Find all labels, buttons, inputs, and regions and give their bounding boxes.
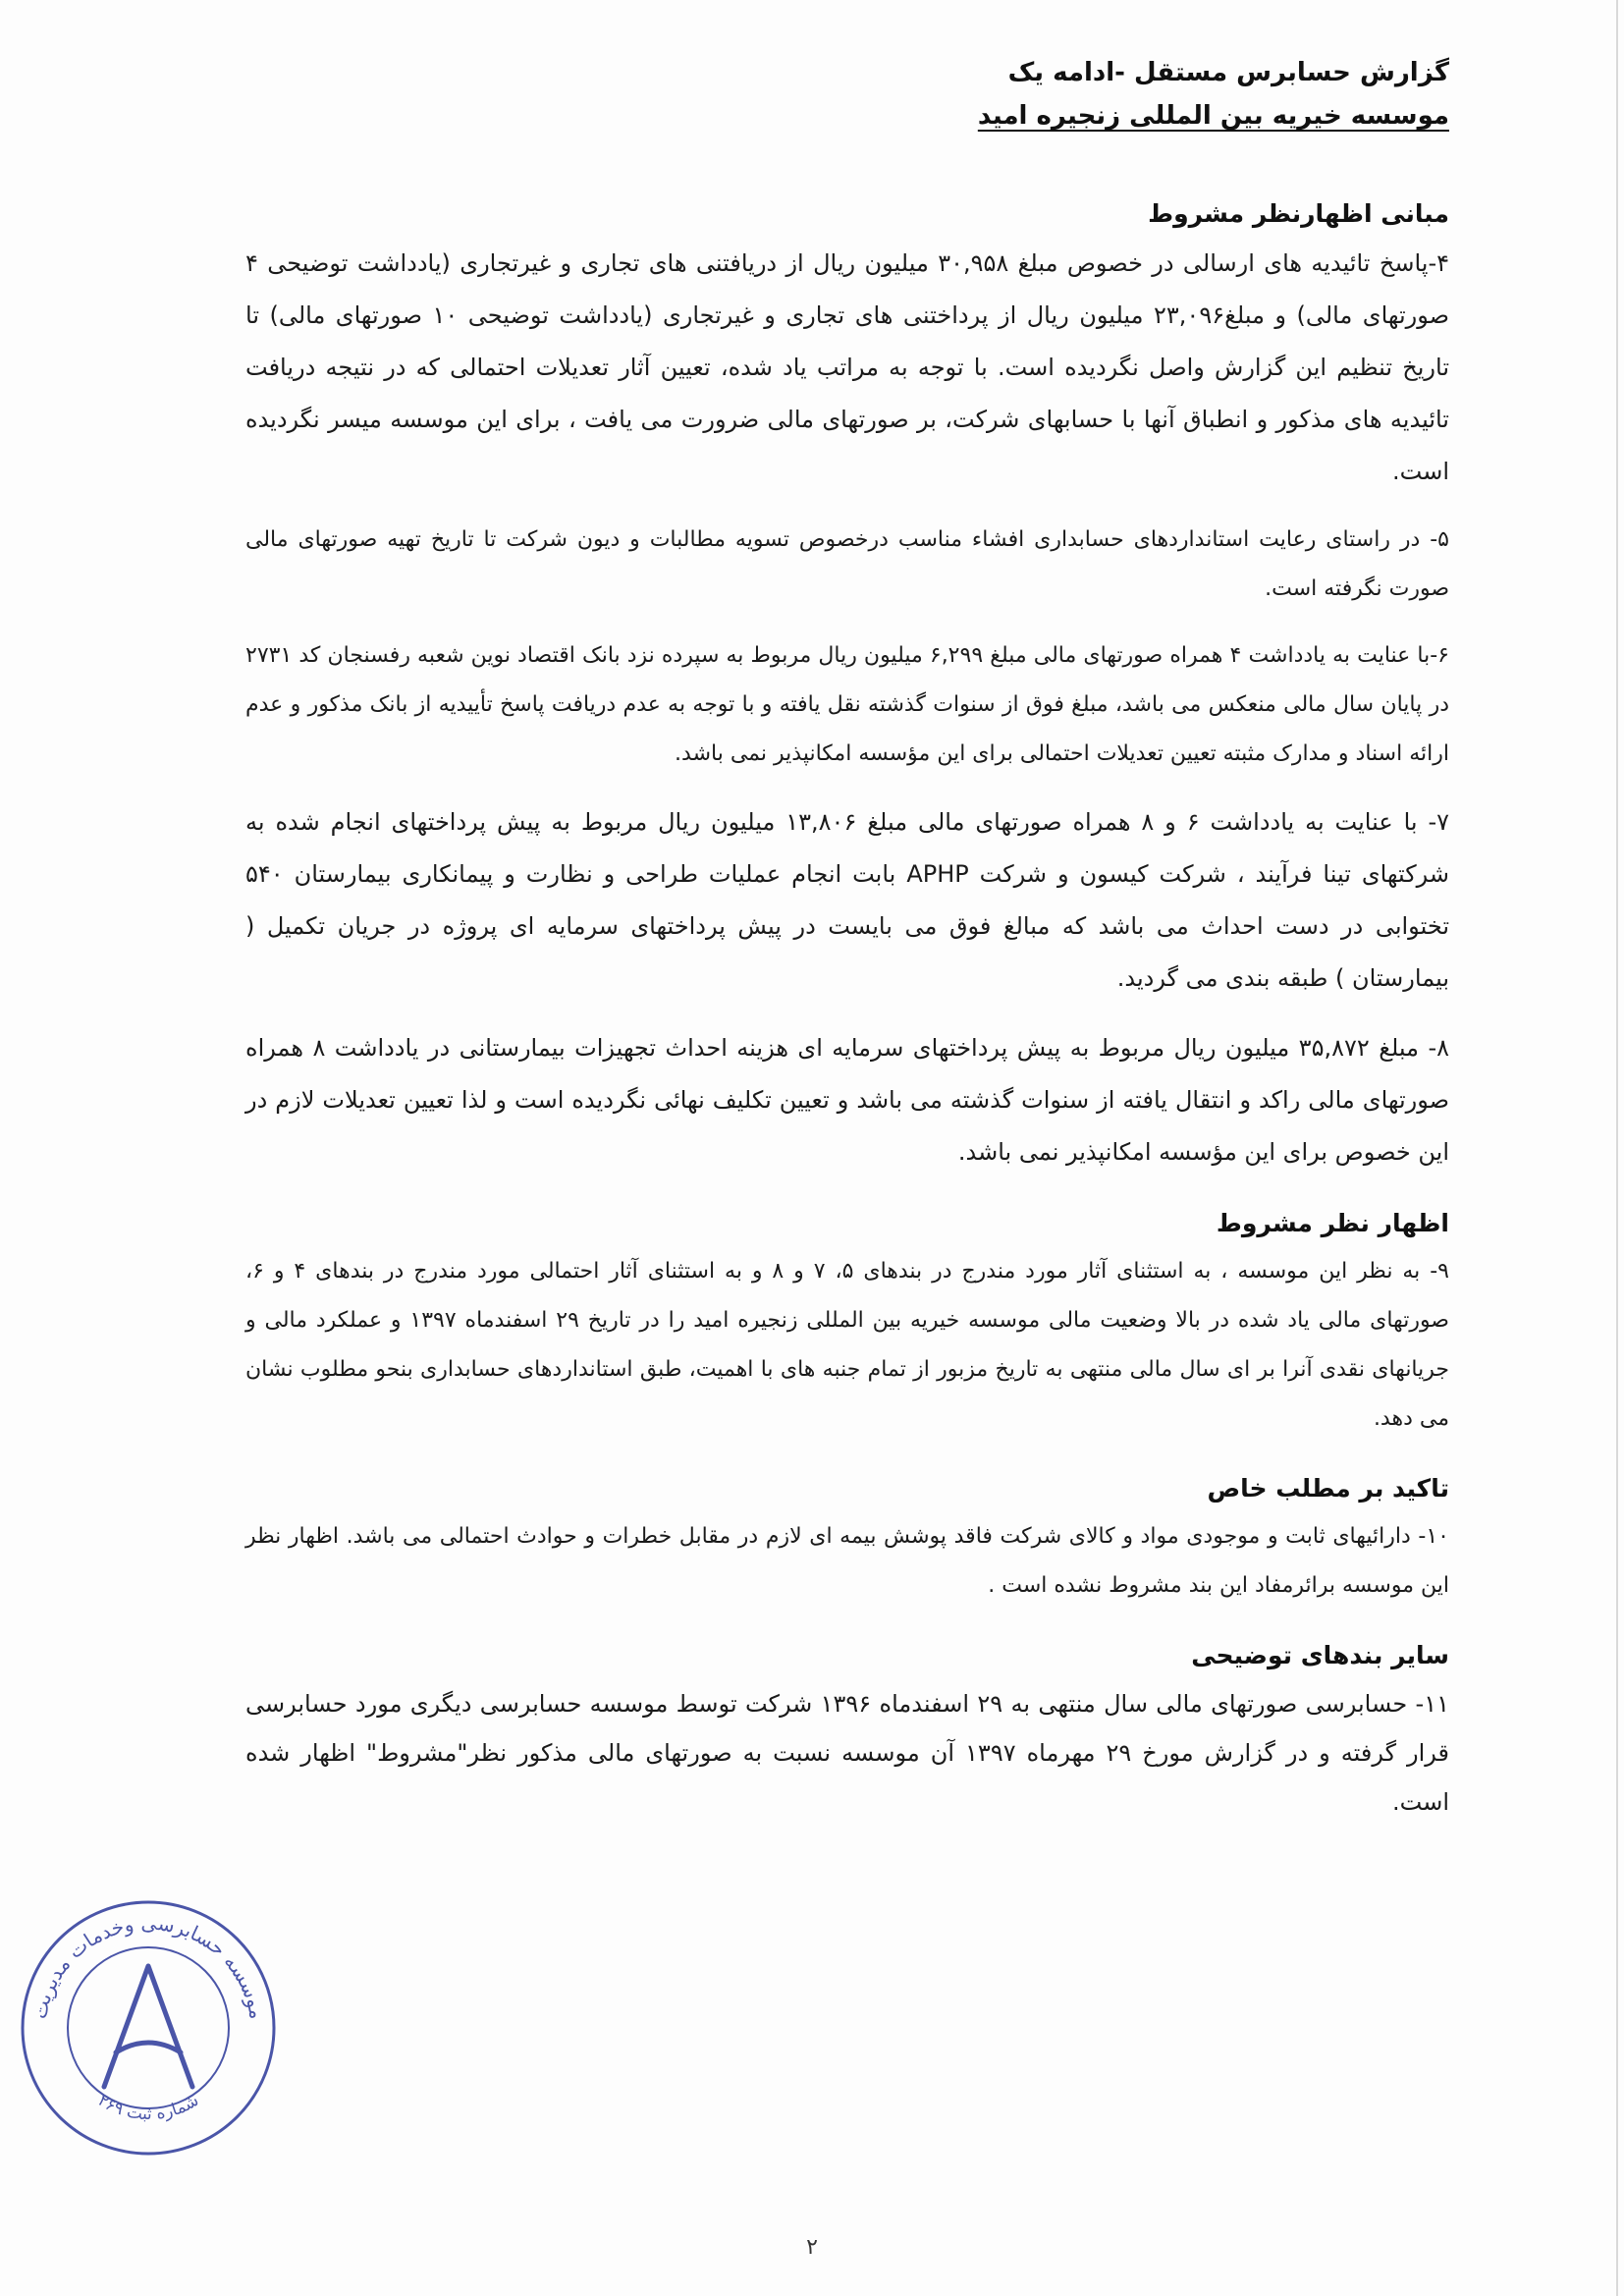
paragraph-9: ۹- به نظر این موسسه ، به استثنای آثار مورد مندرج در بندهای ۵، ۷ و ۸ و به استثنای آثار احتمالی مورد مندرج در بندهای ۴ و ۶، صورتهای مالی یاد شده در بالا وضعیت مالی موسسه خیریه بین المللی زنجیره امید را در تاریخ ۲۹ اسفندماه ۱۳۹۷ و عملکرد مالی و جریانهای نقدی آنرا بر ای سال مالی منتهی به تاریخ مزبور از تمام جنبه های با اهمیت، طبق استانداردهای حسابداری بنحو مطلوب نشان می دهد.: [245, 1259, 1449, 1431]
organization-name: موسسه خیریه بین المللی زنجیره امید: [977, 101, 1449, 131]
paragraph-4: ۴-پاسخ تائیدیه های ارسالی در خصوص مبلغ ۳۰,۹۵۸ میلیون ریال از دریافتنی های تجاری و غیرتجاری (یادداشت توضیحی ۴ صورتهای مالی) و مبلغ۲۳,۰۹۶ میلیون ریال از پرداختنی های تجاری و غیرتجاری (یادداشت توضیحی ۱۰ صورتهای مالی) تا تاریخ تنظیم این گزارش واصل نگردیده است. با توجه به مراتب یاد شده، تعیین آثار تعدیلات احتمالی که در نتیجه دریافت تائیدیه های مذکور و انطباق آنها با حسابهای شرکت، بر صورتهای مالی ضرورت می یافت ، برای این موسسه میسر نگردیده است.: [245, 249, 1450, 485]
paragraph-6: ۶-با عنایت به یادداشت ۴ همراه صورتهای مالی مبلغ ۶,۲۹۹ میلیون ریال مربوط به سپرده نزد بانک اقتصاد نوین شعبه رفسنجان کد ۲۷۳۱ در پایان سال مالی منعکس می باشد، مبلغ فوق از سنوات گذشته نقل یافته و با توجه به عدم دریافت پاسخ تأییدیه از بانک مذکور و عدم ارائه اسناد و مدارک مثبته تعیین تعدیلات احتمالی برای این مؤسسه امکانپذیر نمی باشد.: [245, 643, 1449, 766]
paragraph-7: ۷- با عنایت به یادداشت ۶ و ۸ همراه صورتهای مالی مبلغ ۱۳,۸۰۶ میلیون ریال مربوط به پیش پرداختهای انجام شده به شرکتهای تینا فرآیند ، شرکت کیسون و شرکت APHP بابت انجام عملیات طراحی و نظارت و پیمانکاری بیمارستان ۵۴۰ تختوابی در دست احداث می باشد که مبالغ فوق می بایست در پیش پرداختهای سرمایه ای پروژه در جریان تکمیل ( بیمارستان ) طبقه بندی می گردید.: [245, 808, 1450, 992]
scan-edge: [1616, 0, 1618, 2296]
report-title: گزارش حسابرس مستقل -ادامه یک: [1007, 58, 1449, 87]
paragraph-8: ۸- مبلغ ۳۵,۸۷۲ میلیون ریال مربوط به پیش پرداختهای سرمایه ای هزینه احداث تجهیزات بیمارستانی در یادداشت ۸ همراه صورتهای مالی راکد و انتقال یافته از سنوات گذشته می باشد و تعیین تکلیف نهائی نگردیده است و لذا تعیین تعدیلات لازم در این خصوص برای این مؤسسه امکانپذیر نمی باشد.: [245, 1034, 1449, 1166]
report-header: [566, 51, 1449, 137]
page-number: ۲: [806, 2235, 818, 2260]
stamp-top-text: موسسه حسابرسی وخدمات مدیریت: [27, 1910, 270, 2021]
paragraph-5: ۵- در راستای رعایت استانداردهای حسابداری افشاء مناسب درخصوص تسویه مطالبات و دیون شرکت تا تاریخ تهیه صورتهای مالی صورت نگرفته است.: [245, 527, 1449, 601]
paragraph-11: ۱۱- حسابرسی صورتهای مالی سال منتهی به ۲۹ اسفندماه ۱۳۹۶ شرکت توسط موسسه حسابرسی دیگری مورد حسابرسی قرار گرفته و در گزارش مورخ ۲۹ مهرماه ۱۳۹۷ آن موسسه نسبت به صورتهای مالی مذکور نظر"مشروط" اظهار شده است.: [245, 1690, 1449, 1816]
report-body: [245, 194, 1449, 1844]
other-matters-heading: سایر بندهای توضیحی: [1191, 1641, 1449, 1669]
emphasis-heading: تاکید بر مطلب خاص: [1207, 1474, 1449, 1503]
paragraph-10: ۱۰- دارائیهای ثابت و موجودی مواد و کالای شرکت فاقد پوشش بیمه ای لازم در مقابل خطرات و حوادث احتمالی می باشد. اظهار نظر این موسسه برائرمفاد این بند مشروط نشده است .: [245, 1524, 1449, 1598]
opinion-heading: اظهار نظر مشروط: [1216, 1209, 1449, 1237]
stamp-logo-icon: [104, 1966, 192, 2087]
firm-stamp: [6, 1886, 291, 2170]
stamp-bottom-text: شماره ثبت ۲۶۹: [93, 2090, 202, 2125]
basis-heading: مبانی اظهارنظر مشروط: [1148, 199, 1449, 228]
